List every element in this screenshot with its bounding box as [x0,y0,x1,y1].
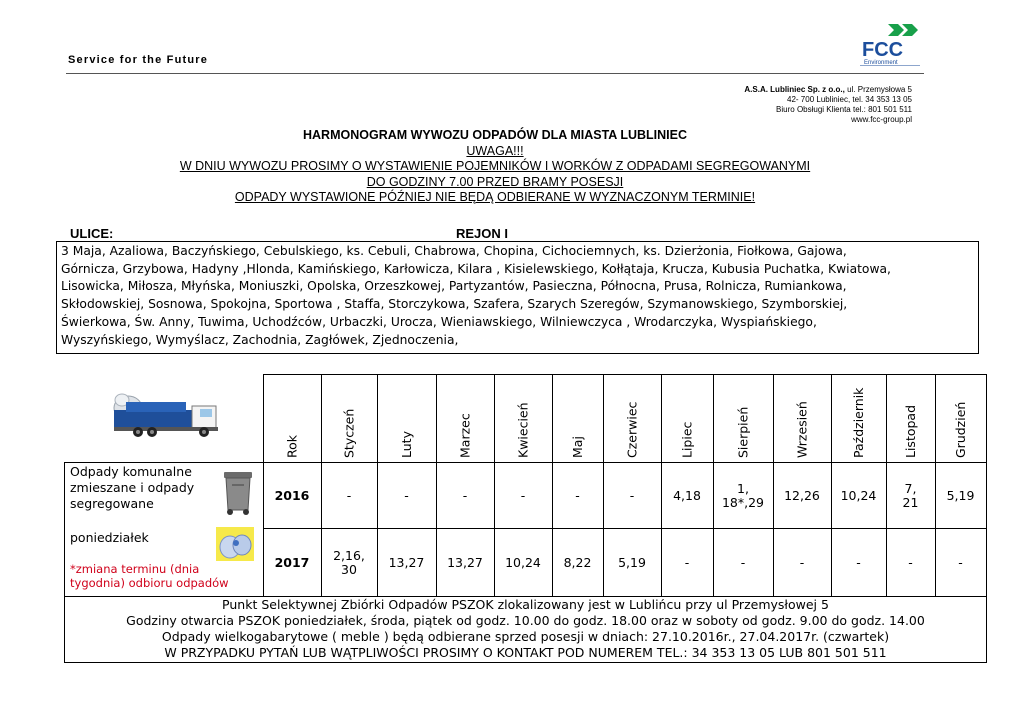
schedule-date-cell: - [404,487,409,503]
waste-type-line: zmieszane i odpady [70,480,195,495]
table-bottom-border [64,662,987,663]
footer-info [64,597,987,662]
streets-line: Skłodowskiej, Sosnowa, Spokojna, Sportowa , Staffa, Storczykowa, Szafera, Szarych Szeregów, Szymanowskiego, Szymborskiej, [61,297,848,312]
company-info [744,85,912,125]
schedule-title: HARMONOGRAM WYWOZU ODPADÓW DLA MIASTA LUBLINIEC [303,128,687,142]
schedule-date-cell: 5,19 [946,487,975,503]
streets-label: ULICE: [70,226,114,241]
notice-line-2: DO GODZINY 7.00 PRZED BRAMY POSESJI [366,174,624,189]
streets-line: Wyszyńskiego, Wymyślacz, Zachodnia, Zagłówek, Zjednoczenia, [61,332,459,347]
schedule-date-cell: - [629,487,635,503]
company-web: www.fcc-group.pl [851,115,912,124]
tagline: Service for the Future [68,54,209,66]
schedule-date-cell: - [575,487,580,503]
notice-block [60,128,930,206]
waste-bin-icon [222,470,254,516]
streets-line: Świerkowa, Św. Anny, Tuwima, Uchodźców, Urbaczki, Urocza, Wieniawskiego, Wilniewczyca , Wrodarczyka, Wyspiańskiego, [61,314,817,329]
company-street: ul. Przemysłowa 5 [847,85,912,94]
schedule-date-cell: - [908,554,913,570]
footer-line: Punkt Selektywnej Zbiórki Odpadów PSZOK zlokalizowany jest w Lublińcu przy ul Przemysłowej 5 [222,597,829,612]
header-month: Grudzień [953,401,968,458]
streets-list [56,241,979,354]
footer-line: Godziny otwarcia PSZOK poniedziałek, środa, piątek od godz. 10.00 do godz. 18.00 oraz w soboty od godz. 9.00 do godz. 14.00 [126,613,925,628]
region-label: REJON I [456,226,509,241]
fcc-logo [858,22,922,66]
schedule-date-cell: 8,22 [563,554,592,570]
year-cell: 2017 [274,554,310,570]
schedule-date-cell: 13,27 [447,554,483,570]
schedule-date-cell: - [856,554,861,570]
waste-type-line: Odpady komunalne [70,464,192,479]
header-month: Wrzesień [794,401,810,458]
header-month: Październik [851,387,866,458]
note-line: tygodnia) odbioru odpadów [70,576,229,590]
logo-text: FCC [862,39,904,61]
schedule-date-cell: - [799,554,805,570]
waste-type-line: segregowane [70,496,154,511]
garbage-truck-icon [108,390,226,440]
schedule-date-cell: 12,26 [784,487,820,503]
company-office: Biuro Obsługi Klienta tel.: 801 501 511 [776,105,912,114]
header-month: Lipiec [679,421,695,458]
year-cell: 2016 [274,487,310,503]
header-month: Marzec [457,413,473,458]
notice-line-3: ODPADY WYSTAWIONE PÓŹNIEJ NIE BĘDĄ ODBIERANE W WYZNACZONYM TERMINIE! [234,190,756,204]
schedule-date-cell: 10,24 [505,554,541,570]
header-month: Sierpień [735,406,751,458]
logo-subtext: Environment [864,60,898,66]
schedule-date-cell: 7, 21 [902,480,919,510]
schedule-date-cell: - [462,487,468,503]
header-month: Luty [399,431,414,458]
schedule-date-cell: - [958,554,963,570]
footer-line: W PRZYPADKU PYTAŃ LUB WĄTPLIWOŚCI PROSIMY O KONTAKT POD NUMEREM TEL.: 34 353 13 05 LUB 801 501 511 [164,645,887,660]
recycling-bags-icon [216,527,254,561]
company-city: 42- 700 Lubliniec, tel. 34 353 13 05 [787,95,912,104]
streets-line: Górnicza, Grzybowa, Hadyny ,Hlonda, Kamińskiego, Karłowicza, Kilara , Kisielewskiego, Kołłątaja, Krucza, Kubusia Puchatka, Kwiatowa, [61,261,891,276]
weekday-label: poniedziałek [70,530,149,545]
streets-line: Lisowicka, Miłosza, Młyńska, Moniuszki, Opolska, Orzeszkowej, Partyzantów, Pasieczna, Północna, Prusa, Rolnicza, Rumiankowa, [61,279,847,294]
schedule-date-cell: - [346,487,352,503]
footer-line: Odpady wielkogabarytowe ( meble ) będą odbierane sprzed posesji w dniach: 27.10.2016r., 27.04.2017r. (czwartek) [161,629,890,644]
attention-text: UWAGA!!! [466,143,524,158]
schedule-date-cell: 10,24 [840,487,877,503]
header-month: Kwiecień [515,402,531,458]
schedule-date-cell: 1, 18*,29 [721,480,765,510]
notice-line-1: W DNIU WYWOZU PROSIMY O WYSTAWIENIE POJEMNIKÓW I WORKÓW Z ODPADAMI SEGREGOWANYMI [179,159,811,173]
header-month: Czerwiec [624,401,640,458]
schedule-date-cell: - [520,487,526,503]
schedule-date-cell: - [740,554,746,570]
schedule-date-cell: 13,27 [388,554,425,570]
header-year: Rok [284,434,300,458]
waste-type-label [70,464,194,512]
schedule-date-cell: 2,16, 30 [333,547,365,577]
header-month: Styczeń [341,408,357,458]
schedule-date-cell: - [684,554,690,570]
streets-line: 3 Maja, Azaliowa, Baczyńskiego, Cebulskiego, ks. Cebuli, Chabrowa, Chopina, Cichociemnych, ks. Dzierżonia, Fiołkowa, Gajowa, [61,244,847,258]
schedule-date-cell: 5,19 [618,554,646,570]
header-month: Listopad [903,404,918,458]
table-top-border [263,374,987,375]
schedule-date-cell: 4,18 [673,487,701,503]
header-month: Maj [570,436,585,458]
note-line: *zmiana terminu (dnia [70,562,200,576]
header-divider [66,73,924,74]
term-change-note [70,562,229,590]
company-name: A.S.A. Lubliniec Sp. z o.o., [744,85,845,94]
